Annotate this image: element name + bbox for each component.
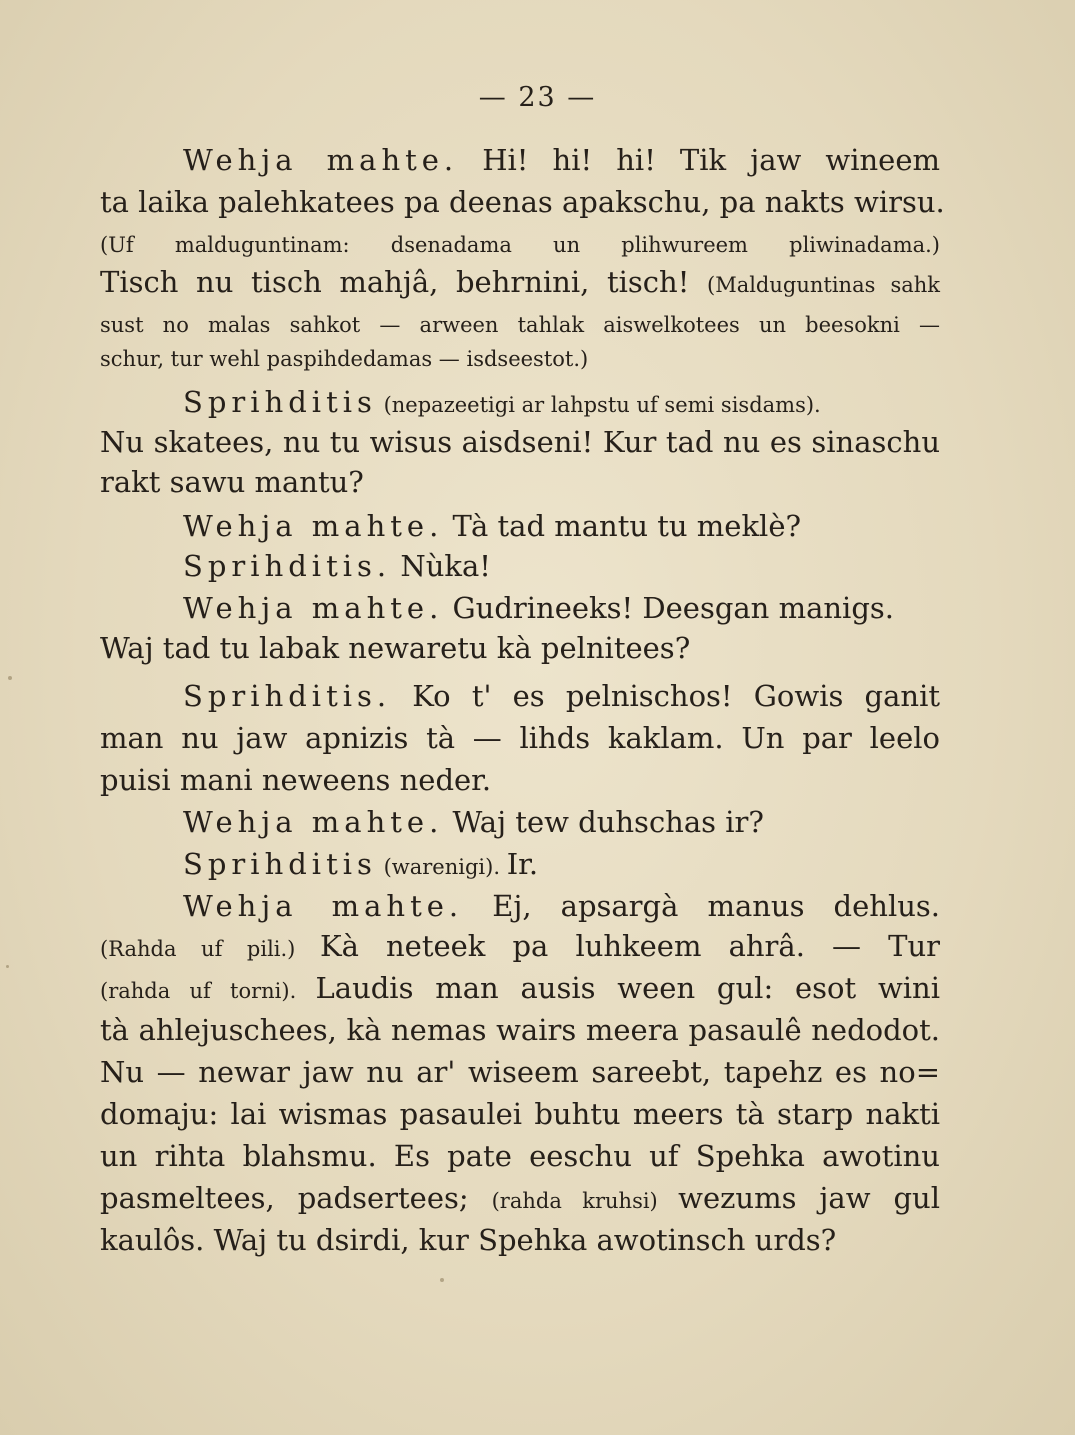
stage-direction: schur, tur wehl paspihdedamas — isdseestot.) — [100, 347, 589, 371]
paper-spot — [6, 965, 9, 968]
dialogue-text: Ko t' es pelnischos! Gowis ganit — [391, 679, 940, 713]
text-line — [100, 222, 940, 262]
dialogue-text: un rihta blahsmu. Es pate eeschu uf Spehka awotinu — [100, 1139, 940, 1173]
text-line — [100, 1010, 940, 1050]
dialogue-text: rakt sawu mantu? — [100, 465, 364, 499]
text-line — [100, 1136, 940, 1176]
dialogue-text: Nu skatees, nu tu wisus aisdseni! Kur tad nu es sinaschu — [100, 425, 940, 459]
dialogue-text: Hi! hi! hi! Tik jaw wineem — [458, 143, 940, 177]
text-line — [100, 462, 940, 502]
stage-direction: (nepazeetigi ar lahpstu uf semi sisdams). — [376, 393, 821, 417]
dialogue-text: Tisch nu tisch mahjâ, behrnini, tisch! — [100, 265, 707, 299]
text-line — [100, 336, 940, 376]
text-line — [100, 926, 940, 966]
text-line — [183, 382, 940, 422]
dialogue-text: kaulôs. Waj tu dsirdi, kur Spehka awotinsch urds? — [100, 1223, 837, 1257]
text-line — [100, 182, 945, 222]
dialogue-text: puisi mani neweens neder. — [100, 763, 492, 797]
stage-direction: (rahda uf torni). — [100, 979, 316, 1003]
speaker-name: Wehja mahte. — [183, 509, 444, 543]
stage-direction: (Uf malduguntinam: dsenadama un plihwureem pliwinadama.) — [100, 233, 940, 257]
speaker-name: Wehja mahte. — [183, 805, 444, 839]
stage-direction: (warenigi). — [376, 855, 507, 879]
speaker-name: Sprihditis — [183, 847, 377, 881]
speaker-name: Sprihditis. — [183, 549, 392, 583]
text-line — [100, 628, 940, 668]
stage-direction: (Malduguntinas sahk — [707, 273, 940, 297]
text-line — [183, 802, 940, 842]
stage-direction: sust no malas sahkot — arween tahlak aiswelkotees un beesokni — — [100, 313, 940, 337]
dialogue-text: pasmeltees, padsertees; — [100, 1181, 492, 1215]
paper-spot — [440, 1278, 444, 1282]
dialogue-text: Ir. — [506, 847, 539, 881]
dialogue-text: Waj tad tu labak newaretu kà pelnitees? — [100, 631, 691, 665]
dialogue-text: Nu — newar jaw nu ar' wiseem sareebt, tapehz es no= — [100, 1055, 940, 1089]
dialogue-text: tà ahlejuschees, kà nemas wairs meera pasaulê nedodot. — [100, 1013, 940, 1047]
stage-direction: (rahda kruhsi) — [491, 1189, 679, 1213]
text-line — [183, 506, 940, 546]
dialogue-text: Ej, apsargà manus dehlus. — [463, 889, 941, 923]
text-line — [183, 546, 940, 586]
text-line — [183, 676, 940, 716]
text-line — [100, 262, 940, 302]
speaker-name: Wehja mahte. — [183, 591, 444, 625]
speaker-name: Wehja mahte. — [183, 143, 459, 177]
dialogue-text: Nùka! — [391, 549, 491, 583]
dialogue-text: Laudis man ausis ween gul: esot wini — [315, 971, 940, 1005]
text-line — [100, 1094, 940, 1134]
text-line — [100, 1052, 940, 1092]
paper-spot — [8, 676, 12, 680]
dialogue-text: Kà neteek pa luhkeem ahrâ. — Tur — [319, 929, 940, 963]
text-line — [100, 422, 940, 462]
text-line — [100, 760, 940, 800]
text-line — [183, 588, 940, 628]
speaker-name: Sprihditis — [183, 385, 377, 419]
dialogue-text: wezums jaw gul — [678, 1181, 940, 1215]
dialogue-text: man nu jaw apnizis tà — lihds kaklam. Un par leelo — [100, 721, 940, 755]
dialogue-text: Waj tew duhschas ir? — [443, 805, 764, 839]
text-line — [183, 886, 940, 926]
text-line — [183, 844, 940, 884]
speaker-name: Sprihditis. — [183, 679, 392, 713]
dialogue-text: domaju: lai wismas pasaulei buhtu meers tà starp nakti — [100, 1097, 940, 1131]
text-line — [100, 968, 940, 1008]
dialogue-text: ta laika palehkatees pa deenas apakschu, pa nakts wirsu. — [100, 185, 945, 219]
dialogue-text: Gudrineeks! Deesgan manigs. — [443, 591, 894, 625]
page-number: — 23 — — [478, 82, 597, 113]
speaker-name: Wehja mahte. — [183, 889, 464, 923]
dialogue-text: Tà tad mantu tu meklè? — [443, 509, 802, 543]
text-line — [100, 718, 940, 758]
text-line — [100, 1220, 940, 1260]
stage-direction: (Rahda uf pili.) — [100, 937, 320, 961]
text-line — [183, 140, 940, 180]
text-line — [100, 1178, 940, 1218]
